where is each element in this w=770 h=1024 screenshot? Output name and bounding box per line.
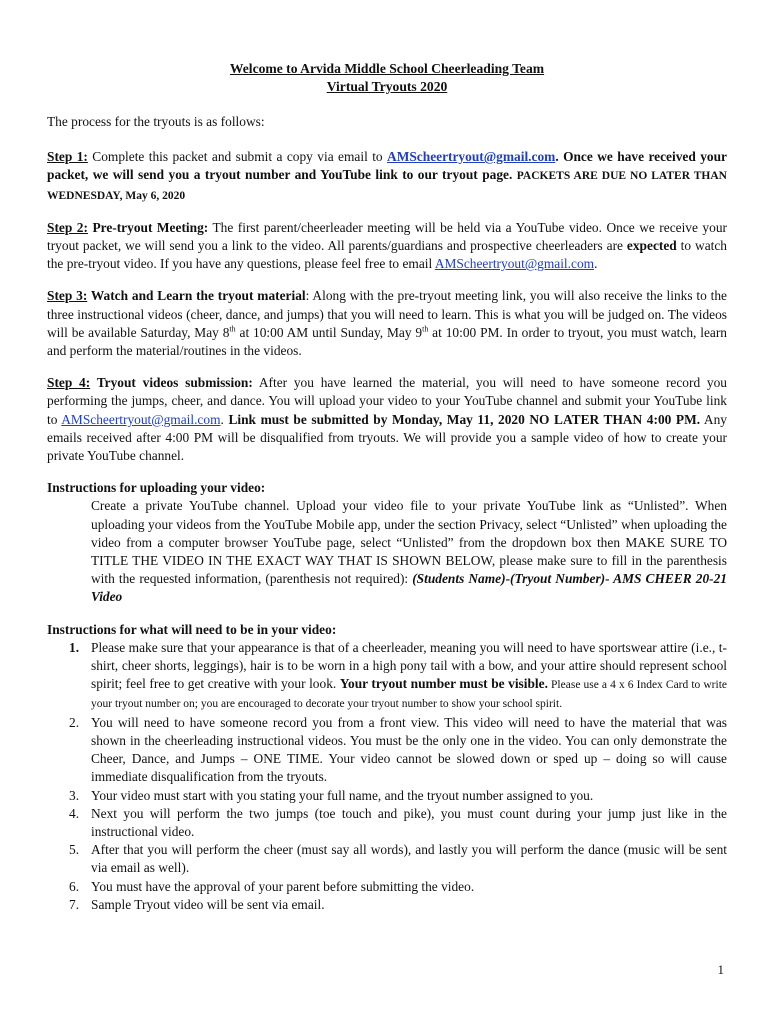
step-2-label: Step 2: — [47, 219, 88, 235]
video-requirements-list — [47, 639, 727, 914]
list-item: 5. After that you will perform the cheer (must say all words), and lastly you will perform the dance (music will be sent via email as well). — [69, 842, 727, 876]
step-3-label: Step 3: — [47, 288, 88, 304]
title-line-2: Virtual Tryouts 2020 — [326, 79, 448, 94]
upload-heading: Instructions for uploading your video: — [47, 480, 266, 496]
list-item: 1. Please make sure that your appearance is that of a cheerleader, meaning you will need to have sportswear attire (i.e., t-shirt, cheer shorts, leggings), hair is to be worn in a high pony tail with a bow, and your attire should represent school spirit; feel free to get creative with your look. Your tryout number must be visible. Please use a 4 x 6 Index Card to write your tryout number on; you are encouraged to decorate your tryout number to show your school spirit. — [69, 639, 727, 711]
page-number: 1 — [717, 962, 724, 977]
video-requirements-heading: Instructions for what will need to be in your video: — [47, 621, 337, 637]
page-title — [47, 60, 727, 96]
step-1-paragraph: Step 1: Complete this packet and submit a copy via email to AMScheertryout@gmail.com. Once we have received your packet, we will send you a tryout number and YouTube link to our tryout page. PACKETS ARE DUE NO LATER THAN WEDNESDAY, May 6, 2020 — [47, 149, 727, 202]
title-line-1: Welcome to Arvida Middle School Cheerleading Team — [229, 61, 545, 76]
intro-text: The process for the tryouts is as follows: — [47, 114, 265, 129]
list-item: 2. You will need to have someone record you from a front view. This video will need to have the material that was shown in the cheerleading instructional videos. You must be the only one in the video. You can only demonstrate the Cheer, Dance, and Jumps – ONE TIME. Your video cannot be slowed down or sped up – doing so will cause immediate disqualification from the tryouts. — [69, 714, 727, 785]
email-link[interactable]: AMScheertryout@gmail.com — [387, 149, 556, 165]
submission-deadline: Link must be submitted by Monday, May 11, 2020 NO LATER THAN 4:00 PM. — [228, 411, 701, 427]
list-item: 4. Next you will perform the two jumps (toe touch and pike), you must count during your jump just like in the instructional video. — [69, 805, 727, 839]
list-item: 7. Sample Tryout video will be sent via email. — [69, 896, 325, 912]
list-item: 3. Your video must start with you stating your full name, and the tryout number assigned to you. — [69, 787, 594, 803]
email-link[interactable]: AMScheertryout@gmail.com — [61, 411, 221, 427]
upload-instructions: Create a private YouTube channel. Upload your video file to your private YouTube link as “Unlisted”. When uploading your videos from the YouTube Mobile app, under the section Privacy, select “Unlisted” when uploading the video from a computer browser YouTube page, select “Unlisted” from the dropdown box then MAKE SURE TO TITLE THE VIDEO IN THE EXACT WAY THAT IS SHOWN BELOW, please make sure to fill in the parenthesis with the requested information, (parenthesis not required): (Students Name)-(Tryout Number)- AMS CHEER 20-21 Video — [91, 498, 727, 605]
step-3-paragraph: Step 3: Watch and Learn the tryout material: Along with the pre-tryout meeting link, you will also receive the links to the three instructional videos (cheer, dance, and jumps) that you will need to learn. This is what you will be judged on. The videos will be available Saturday, May 8th at 10:00 AM until Sunday, May 9th at 10:00 PM. In order to tryout, you must watch, learn and perform the material/routines in the videos. — [47, 288, 727, 359]
step-2-paragraph: Step 2: Pre-tryout Meeting: The first parent/cheerleader meeting will be held via a YouTube video. Once we receive your tryout packet, we will send you a link to the video. All parents/guardians and prospective cheerleaders are expected to watch the pre-tryout video. If you have any questions, please feel free to email AMScheertryout@gmail.com. — [47, 219, 727, 272]
step-4-label: Step 4: — [47, 375, 91, 391]
due-date-notice: PACKETS ARE DUE NO LATER THAN WEDNESDAY, May 6, 2020 — [47, 170, 727, 202]
list-item: 6. You must have the approval of your parent before submitting the video. — [69, 878, 475, 894]
step-1-label: Step 1: — [47, 149, 88, 165]
video-title-format: (Students Name)-(Tryout Number)- AMS CHEER 20-21 Video — [91, 571, 727, 605]
document-page — [47, 60, 727, 914]
email-link[interactable]: AMScheertryout@gmail.com — [434, 256, 595, 272]
step-4-paragraph: Step 4: Tryout videos submission: After you have learned the material, you will need to have someone record you performing the jumps, cheer, and dance. You will upload your video to your YouTube channel and submit your YouTube link to AMScheertryout@gmail.com. Link must be submitted by Monday, May 11, 2020 NO LATER THAN 4:00 PM. Any emails received after 4:00 PM will be disqualified from tryouts. We will provide you a sample video of how to create your private YouTube channel. — [47, 375, 727, 464]
